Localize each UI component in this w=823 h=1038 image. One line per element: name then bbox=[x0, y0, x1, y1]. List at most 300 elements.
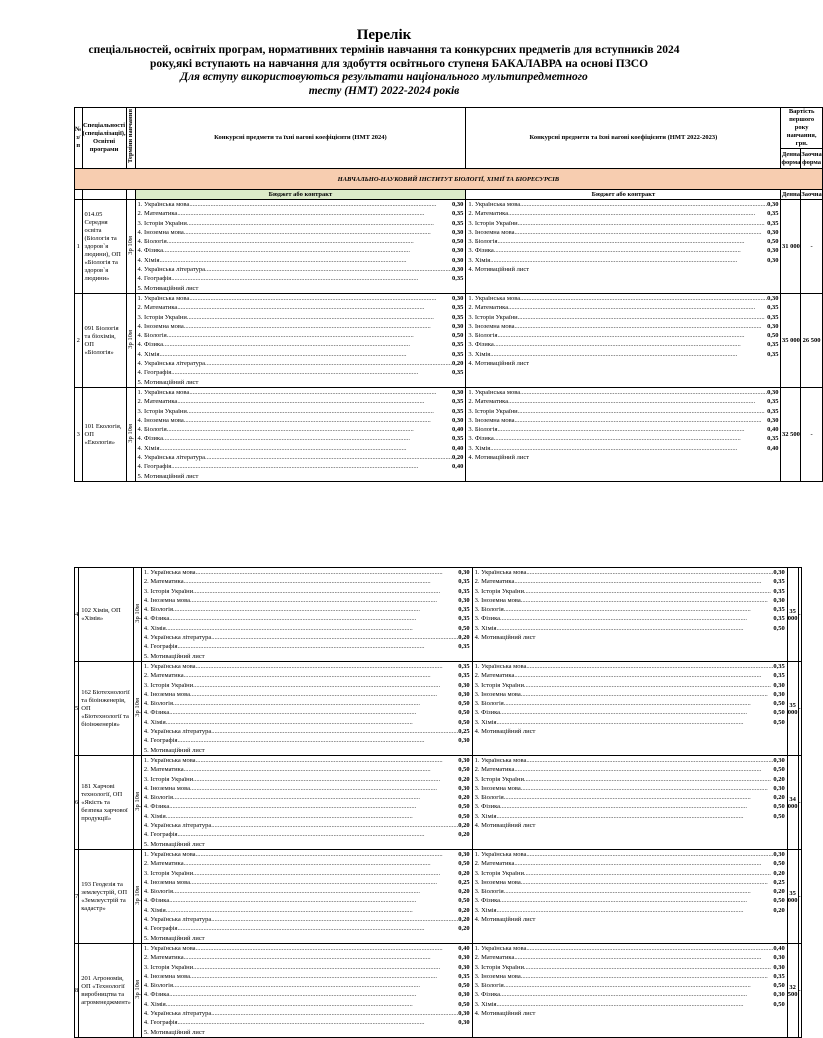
subject-name: 3. Іноземна мова bbox=[474, 972, 521, 980]
row-cost-extramural: - bbox=[801, 388, 822, 482]
subject-item bbox=[475, 718, 785, 727]
subject-weight: 0,30 bbox=[767, 201, 779, 208]
subject-weight: 0,50 bbox=[458, 766, 470, 774]
subject-item bbox=[475, 812, 785, 821]
subject-item bbox=[144, 859, 470, 868]
subject-item bbox=[475, 859, 785, 868]
subject-weight: 0,35 bbox=[458, 643, 470, 651]
subject-weight: 0,30 bbox=[451, 295, 464, 302]
subject-name: 1. Українська мова bbox=[474, 945, 527, 952]
header-day-form: Денна форма bbox=[781, 149, 801, 169]
subject-weight: 0,30 bbox=[767, 247, 779, 255]
subject-weight: 0,20 bbox=[458, 634, 470, 642]
subject-item bbox=[144, 642, 470, 651]
subheader-day: Денна bbox=[781, 191, 801, 198]
subject-weight: 0,40 bbox=[458, 945, 470, 952]
subject-item bbox=[475, 1009, 785, 1018]
subject-item bbox=[468, 434, 778, 443]
row-term: 3р 10м bbox=[133, 850, 141, 944]
document-note-line-1: Для вступу використовуються результати національного мультипредметного bbox=[180, 71, 588, 83]
subject-item bbox=[144, 727, 470, 736]
subject-item bbox=[144, 802, 470, 811]
subject-name: 3. Іноземна мова bbox=[474, 878, 521, 886]
subject-item bbox=[144, 718, 470, 727]
subject-name: 4. Мотиваційний лист bbox=[474, 728, 536, 736]
row-cost-extramural: - bbox=[801, 200, 822, 294]
subject-item bbox=[138, 397, 464, 406]
header-extramural-form: Заочна форма bbox=[801, 149, 822, 169]
subject-item bbox=[475, 878, 785, 887]
subject-weight: 0,20 bbox=[458, 869, 470, 877]
subject-name: 3. Хімія bbox=[474, 624, 497, 632]
subject-name: 4. Мотиваційний лист bbox=[474, 634, 536, 642]
subject-item bbox=[138, 331, 464, 340]
subject-item bbox=[144, 736, 470, 745]
subject-item bbox=[475, 1000, 785, 1009]
subject-name: 3. Хімія bbox=[474, 1000, 497, 1008]
subject-name: 4. Іноземна мова bbox=[143, 690, 190, 698]
document-note-line-2: тесту (НМТ) 2022-2024 років bbox=[308, 85, 460, 97]
subject-name: 4. Українська література bbox=[143, 1010, 212, 1018]
subject-name: 3. Фізика bbox=[474, 991, 501, 999]
subject-item bbox=[475, 671, 785, 680]
subject-item bbox=[144, 746, 470, 755]
row-number: 3 bbox=[75, 388, 83, 482]
row-number: 6 bbox=[75, 756, 79, 850]
subject-item bbox=[138, 407, 464, 416]
subject-name: 3. Історія України bbox=[468, 219, 518, 227]
subject-item bbox=[468, 303, 778, 312]
row-number: 7 bbox=[75, 850, 79, 944]
subject-weight: 0,20 bbox=[458, 916, 470, 924]
subject-weight: 0,30 bbox=[767, 322, 779, 330]
subject-item bbox=[138, 256, 464, 265]
subject-name: 3. Фізика bbox=[474, 615, 501, 623]
row-number: 4 bbox=[75, 568, 79, 662]
subject-name: 4. Мотиваційний лист bbox=[468, 360, 530, 368]
subject-item bbox=[144, 624, 470, 633]
subject-weight: 0,50 bbox=[773, 709, 785, 717]
subject-item bbox=[138, 416, 464, 425]
subject-name: 1. Українська мова bbox=[474, 757, 527, 764]
subject-name: 3. Іноземна мова bbox=[474, 784, 521, 792]
subject-name: 3. Історія України bbox=[474, 869, 524, 877]
subject-name: 1. Українська мова bbox=[474, 569, 527, 576]
subject-item bbox=[138, 462, 464, 471]
subject-weight: 0,20 bbox=[773, 775, 785, 783]
row-specialty: 162 Біотехнології та біоінженерія, ОП «Біотехнології та біоінженерія» bbox=[79, 662, 134, 756]
subject-weight: 0,50 bbox=[773, 897, 785, 905]
subject-name: 5. Мотиваційний лист bbox=[137, 472, 199, 480]
row-subjects-2024 bbox=[135, 388, 466, 482]
subject-weight: 0,35 bbox=[767, 398, 779, 406]
subject-weight: 0,35 bbox=[451, 210, 464, 218]
subject-weight: 0,30 bbox=[458, 954, 470, 962]
subject-weight: 0,35 bbox=[451, 313, 464, 321]
table-row bbox=[75, 662, 802, 756]
subject-name: 3. Історія України bbox=[137, 313, 187, 321]
subject-name: 3. Історія України bbox=[143, 587, 194, 595]
subject-weight: 0,30 bbox=[451, 389, 464, 396]
subject-name: 4. Біологія bbox=[137, 238, 167, 246]
subject-name: 4. Хімія bbox=[143, 718, 166, 726]
subject-weight: 0,50 bbox=[767, 238, 779, 246]
row-cost-day: 32 500 bbox=[787, 944, 798, 1038]
subject-item bbox=[138, 200, 464, 209]
subject-weight: 0,30 bbox=[767, 416, 779, 424]
row-number: 1 bbox=[75, 200, 83, 294]
subject-weight: 0,30 bbox=[458, 681, 470, 689]
subject-weight: 0,50 bbox=[451, 332, 464, 340]
row-specialty: 201 Агрономія, ОП «Технології виробництва та агроменеджмент» bbox=[79, 944, 134, 1038]
subject-weight: 0,50 bbox=[458, 1000, 470, 1008]
subject-weight: 0,30 bbox=[451, 247, 464, 255]
subject-name: 4. Мотиваційний лист bbox=[474, 1010, 536, 1018]
subject-item bbox=[475, 896, 785, 905]
subject-name: 4. Фізика bbox=[143, 709, 170, 717]
row-subjects-2024 bbox=[141, 756, 472, 850]
row-term: 3р 10м bbox=[126, 294, 135, 388]
subject-weight: 0,35 bbox=[458, 578, 470, 586]
subject-name: 4. Фізика bbox=[137, 247, 163, 255]
subject-item bbox=[144, 924, 470, 933]
subject-name: 3. Фізика bbox=[474, 897, 501, 905]
subject-item bbox=[475, 802, 785, 811]
subject-item bbox=[138, 453, 464, 462]
subject-weight: 0,30 bbox=[773, 954, 785, 962]
subject-item bbox=[144, 681, 470, 690]
subject-item bbox=[475, 906, 785, 915]
subject-name: 2. Математика bbox=[468, 304, 509, 312]
subject-weight: 0,35 bbox=[767, 210, 779, 218]
subject-item bbox=[144, 963, 470, 972]
subject-name: 3. Історія України bbox=[143, 963, 194, 971]
subject-item bbox=[144, 896, 470, 905]
subject-name: 1. Українська мова bbox=[137, 295, 190, 302]
subject-name: 4. Хімія bbox=[143, 1000, 166, 1008]
subject-item bbox=[138, 378, 464, 387]
subject-item bbox=[468, 265, 778, 274]
subject-weight: 0,35 bbox=[451, 435, 464, 443]
subject-item bbox=[468, 322, 778, 331]
subject-name: 4. Українська література bbox=[143, 728, 212, 736]
subject-item bbox=[144, 662, 470, 671]
subject-item bbox=[144, 906, 470, 915]
subject-name: 4. Іноземна мова bbox=[143, 784, 190, 792]
subject-name: 1. Українська мова bbox=[468, 389, 521, 396]
subject-name: 4. Хімія bbox=[137, 256, 160, 264]
subject-name: 1. Українська мова bbox=[468, 201, 521, 208]
subject-item bbox=[144, 850, 470, 859]
subject-weight: 0,50 bbox=[458, 812, 470, 820]
subject-name: 4. Біологія bbox=[143, 794, 173, 802]
subject-weight: 0,50 bbox=[767, 332, 779, 340]
subject-item bbox=[144, 671, 470, 680]
subject-item bbox=[144, 699, 470, 708]
subject-name: 4. Географія bbox=[143, 643, 178, 651]
subject-item bbox=[144, 756, 470, 765]
subject-item bbox=[144, 1000, 470, 1009]
header-subjects-2024: Конкурсні предмети та їхні вагові коефіцієнти (НМТ 2024) bbox=[135, 108, 466, 169]
subject-item bbox=[138, 350, 464, 359]
subject-item bbox=[138, 472, 464, 481]
subject-weight: 0,50 bbox=[458, 803, 470, 811]
subject-name: 1. Українська мова bbox=[137, 389, 190, 396]
subject-name: 4. Українська література bbox=[143, 634, 212, 642]
subject-item bbox=[475, 596, 785, 605]
table-row bbox=[75, 294, 823, 388]
subject-weight: 0,30 bbox=[458, 991, 470, 999]
subject-weight: 0,35 bbox=[451, 350, 464, 358]
subject-item bbox=[475, 690, 785, 699]
subject-item bbox=[468, 407, 778, 416]
subject-name: 4. Іноземна мова bbox=[143, 878, 190, 886]
subject-weight: 0,40 bbox=[767, 444, 779, 452]
subject-item bbox=[144, 934, 470, 943]
subject-weight: 0,30 bbox=[773, 569, 785, 576]
subject-weight: 0,35 bbox=[458, 587, 470, 595]
row-specialty: 193 Геодезія та землеустрій, ОП «Землеустрій та кадастр» bbox=[79, 850, 134, 944]
subject-weight: 0,35 bbox=[458, 606, 470, 614]
subject-weight: 0,25 bbox=[458, 728, 470, 736]
subject-weight: 0,50 bbox=[773, 718, 785, 726]
subject-name: 2. Математика bbox=[468, 398, 509, 406]
row-number: 2 bbox=[75, 294, 83, 388]
subject-item bbox=[144, 821, 470, 830]
subject-weight: 0,50 bbox=[458, 897, 470, 905]
subject-weight: 0,40 bbox=[773, 945, 785, 952]
subject-item bbox=[138, 219, 464, 228]
subject-weight: 0,35 bbox=[451, 407, 464, 415]
subject-weight: 0,35 bbox=[451, 369, 464, 377]
row-cost-day: 34 000 bbox=[787, 756, 798, 850]
subject-name: 3. Іноземна мова bbox=[474, 690, 521, 698]
row-cost-day: 35 000 bbox=[787, 662, 798, 756]
subject-name: 2. Математика bbox=[143, 766, 184, 774]
subject-item bbox=[138, 313, 464, 322]
subject-name: 3. Біологія bbox=[474, 982, 504, 990]
subject-weight: 0,35 bbox=[773, 578, 785, 586]
subject-item bbox=[468, 453, 778, 462]
subject-name: 4. Географія bbox=[137, 463, 172, 471]
subject-name: 3. Історія України bbox=[143, 775, 194, 783]
subject-name: 3. Іноземна мова bbox=[474, 596, 521, 604]
subject-weight: 0,30 bbox=[458, 690, 470, 698]
subject-item bbox=[475, 681, 785, 690]
subject-name: 4. Біологія bbox=[137, 332, 167, 340]
subject-item bbox=[144, 690, 470, 699]
row-specialty: 091 Біологія та біохімія, ОП «Біологія» bbox=[82, 294, 126, 388]
subject-weight: 0,50 bbox=[451, 238, 464, 246]
subject-item bbox=[138, 237, 464, 246]
subject-name: 3. Хімія bbox=[468, 350, 491, 358]
row-number: 5 bbox=[75, 662, 79, 756]
subject-weight: 0,30 bbox=[451, 416, 464, 424]
subject-weight: 0,50 bbox=[458, 709, 470, 717]
table-row bbox=[75, 756, 802, 850]
subject-item bbox=[144, 981, 470, 990]
subject-item bbox=[144, 953, 470, 962]
subject-item bbox=[468, 228, 778, 237]
document-title: Перелік bbox=[356, 27, 412, 43]
row-cost-extramural: - bbox=[798, 944, 801, 1038]
subject-weight: 0,30 bbox=[451, 201, 464, 208]
row-cost-day: 35 000 bbox=[787, 850, 798, 944]
subject-weight: 0,35 bbox=[451, 341, 464, 349]
subject-weight: 0,50 bbox=[773, 982, 785, 990]
subject-item bbox=[144, 869, 470, 878]
subject-name: 3. Біологія bbox=[474, 606, 504, 614]
subject-item bbox=[138, 265, 464, 274]
subject-name: 3. Хімія bbox=[474, 906, 497, 914]
subject-name: 3. Хімія bbox=[468, 444, 491, 452]
row-term: 3р 10м bbox=[133, 568, 141, 662]
subject-name: 3. Біологія bbox=[474, 888, 504, 896]
header-subjects-2022-2023: Конкурсні предмети та їхні вагові коефіцієнти (НМТ 2022-2023) bbox=[466, 108, 781, 169]
subject-weight: 0,35 bbox=[767, 219, 779, 227]
subject-name: 3. Іноземна мова bbox=[468, 416, 515, 424]
subject-name: 4. Українська література bbox=[143, 916, 212, 924]
subheader-extramural: Заочна bbox=[801, 191, 822, 198]
subject-weight: 0,30 bbox=[773, 596, 785, 604]
subject-item bbox=[475, 850, 785, 859]
subject-name: 2. Математика bbox=[143, 954, 184, 962]
subject-weight: 0,50 bbox=[773, 700, 785, 708]
subject-weight: 0,20 bbox=[458, 925, 470, 933]
subject-weight: 0,35 bbox=[773, 587, 785, 595]
subject-weight: 0,35 bbox=[458, 615, 470, 623]
subject-name: 4. Біологія bbox=[143, 982, 173, 990]
subject-weight: 0,40 bbox=[451, 426, 464, 434]
subject-weight: 0,20 bbox=[458, 906, 470, 914]
subject-weight: 0,40 bbox=[767, 426, 779, 434]
subject-weight: 0,35 bbox=[773, 663, 785, 670]
subject-weight: 0,35 bbox=[451, 275, 464, 283]
subject-name: 3. Фізика bbox=[468, 341, 494, 349]
subject-name: 4. Біологія bbox=[137, 426, 167, 434]
subject-item bbox=[468, 237, 778, 246]
subject-name: 1. Українська мова bbox=[143, 663, 196, 670]
row-term: 3р 10м bbox=[133, 944, 141, 1038]
subject-name: 4. Іноземна мова bbox=[143, 972, 190, 980]
subject-name: 5. Мотиваційний лист bbox=[143, 652, 205, 660]
subject-weight: 0,30 bbox=[767, 389, 779, 396]
row-cost-extramural: - bbox=[798, 662, 801, 756]
row-cost-day: 35 000 bbox=[781, 294, 801, 388]
subject-item bbox=[475, 944, 785, 953]
subject-weight: 0,30 bbox=[458, 851, 470, 858]
subject-item bbox=[144, 990, 470, 999]
subject-weight: 0,35 bbox=[451, 304, 464, 312]
subject-weight: 0,25 bbox=[773, 878, 785, 886]
subject-name: 3. Історія України bbox=[137, 219, 187, 227]
subject-weight: 0,30 bbox=[767, 295, 779, 302]
subject-weight: 0,30 bbox=[773, 757, 785, 764]
row-subjects-2024 bbox=[141, 850, 472, 944]
subject-item bbox=[475, 624, 785, 633]
subject-name: 5. Мотиваційний лист bbox=[137, 378, 199, 386]
subject-item bbox=[144, 596, 470, 605]
subject-item bbox=[475, 981, 785, 990]
subject-name: 3. Біологія bbox=[474, 700, 504, 708]
subject-item bbox=[138, 359, 464, 368]
subject-item bbox=[144, 652, 470, 661]
subject-name: 5. Мотиваційний лист bbox=[143, 746, 205, 754]
subject-weight: 0,30 bbox=[767, 256, 779, 264]
subheader-budget-2024: Бюджет або контракт bbox=[135, 190, 466, 200]
subject-weight: 0,35 bbox=[458, 672, 470, 680]
subject-name: 4. Мотиваційний лист bbox=[474, 822, 536, 830]
subject-weight: 0,50 bbox=[458, 982, 470, 990]
subject-weight: 0,20 bbox=[458, 794, 470, 802]
subject-name: 4. Мотиваційний лист bbox=[468, 266, 530, 274]
subject-name: 2. Математика bbox=[474, 766, 515, 774]
subject-item bbox=[468, 416, 778, 425]
subject-item bbox=[144, 605, 470, 614]
subject-item bbox=[144, 708, 470, 717]
row-subjects-2024 bbox=[135, 294, 466, 388]
subject-item bbox=[468, 331, 778, 340]
subject-name: 3. Біологія bbox=[468, 426, 498, 434]
row-subjects-2022-2023 bbox=[466, 294, 781, 388]
subject-name: 1. Українська мова bbox=[143, 757, 196, 764]
subject-name: 3. Історія України bbox=[474, 681, 524, 689]
row-cost-extramural: 26 500 bbox=[801, 294, 822, 388]
subject-item bbox=[138, 444, 464, 453]
subject-name: 3. Історія України bbox=[468, 313, 518, 321]
subject-weight: 0,30 bbox=[773, 851, 785, 858]
row-term: 3р 10м bbox=[126, 388, 135, 482]
subject-name: 3. Фізика bbox=[468, 435, 494, 443]
subject-item bbox=[138, 434, 464, 443]
subject-weight: 0,35 bbox=[767, 304, 779, 312]
subject-weight: 0,20 bbox=[773, 794, 785, 802]
subject-item bbox=[468, 340, 778, 349]
subject-weight: 0,20 bbox=[451, 360, 464, 368]
row-term: 3р 10м bbox=[133, 756, 141, 850]
subject-item bbox=[138, 340, 464, 349]
subject-name: 4. Мотиваційний лист bbox=[468, 454, 530, 462]
row-number: 8 bbox=[75, 944, 79, 1038]
subject-name: 1. Українська мова bbox=[137, 201, 190, 208]
subject-item bbox=[475, 953, 785, 962]
subject-weight: 0,25 bbox=[458, 878, 470, 886]
subject-weight: 0,35 bbox=[773, 615, 785, 623]
subject-item bbox=[468, 246, 778, 255]
subject-weight: 0,20 bbox=[451, 454, 464, 462]
subject-weight: 0,20 bbox=[458, 831, 470, 839]
subject-item bbox=[138, 388, 464, 397]
subject-name: 1. Українська мова bbox=[143, 851, 196, 858]
subject-weight: 0,50 bbox=[458, 860, 470, 868]
subject-item bbox=[468, 350, 778, 359]
subject-item bbox=[138, 284, 464, 293]
subject-name: 3. Хімія bbox=[468, 256, 491, 264]
subject-name: 4. Географія bbox=[143, 1019, 178, 1027]
subject-item bbox=[475, 662, 785, 671]
subject-item bbox=[144, 793, 470, 802]
subject-item bbox=[138, 425, 464, 434]
subject-item bbox=[144, 775, 470, 784]
subject-item bbox=[144, 878, 470, 887]
row-subjects-2022-2023 bbox=[472, 568, 787, 662]
subject-name: 4. Фізика bbox=[137, 341, 163, 349]
subject-name: 4. Іноземна мова bbox=[137, 228, 184, 236]
subject-name: 5. Мотиваційний лист bbox=[143, 1028, 205, 1036]
table-row bbox=[75, 568, 802, 662]
table-row bbox=[75, 944, 802, 1038]
subject-name: 4. Іноземна мова bbox=[137, 416, 184, 424]
